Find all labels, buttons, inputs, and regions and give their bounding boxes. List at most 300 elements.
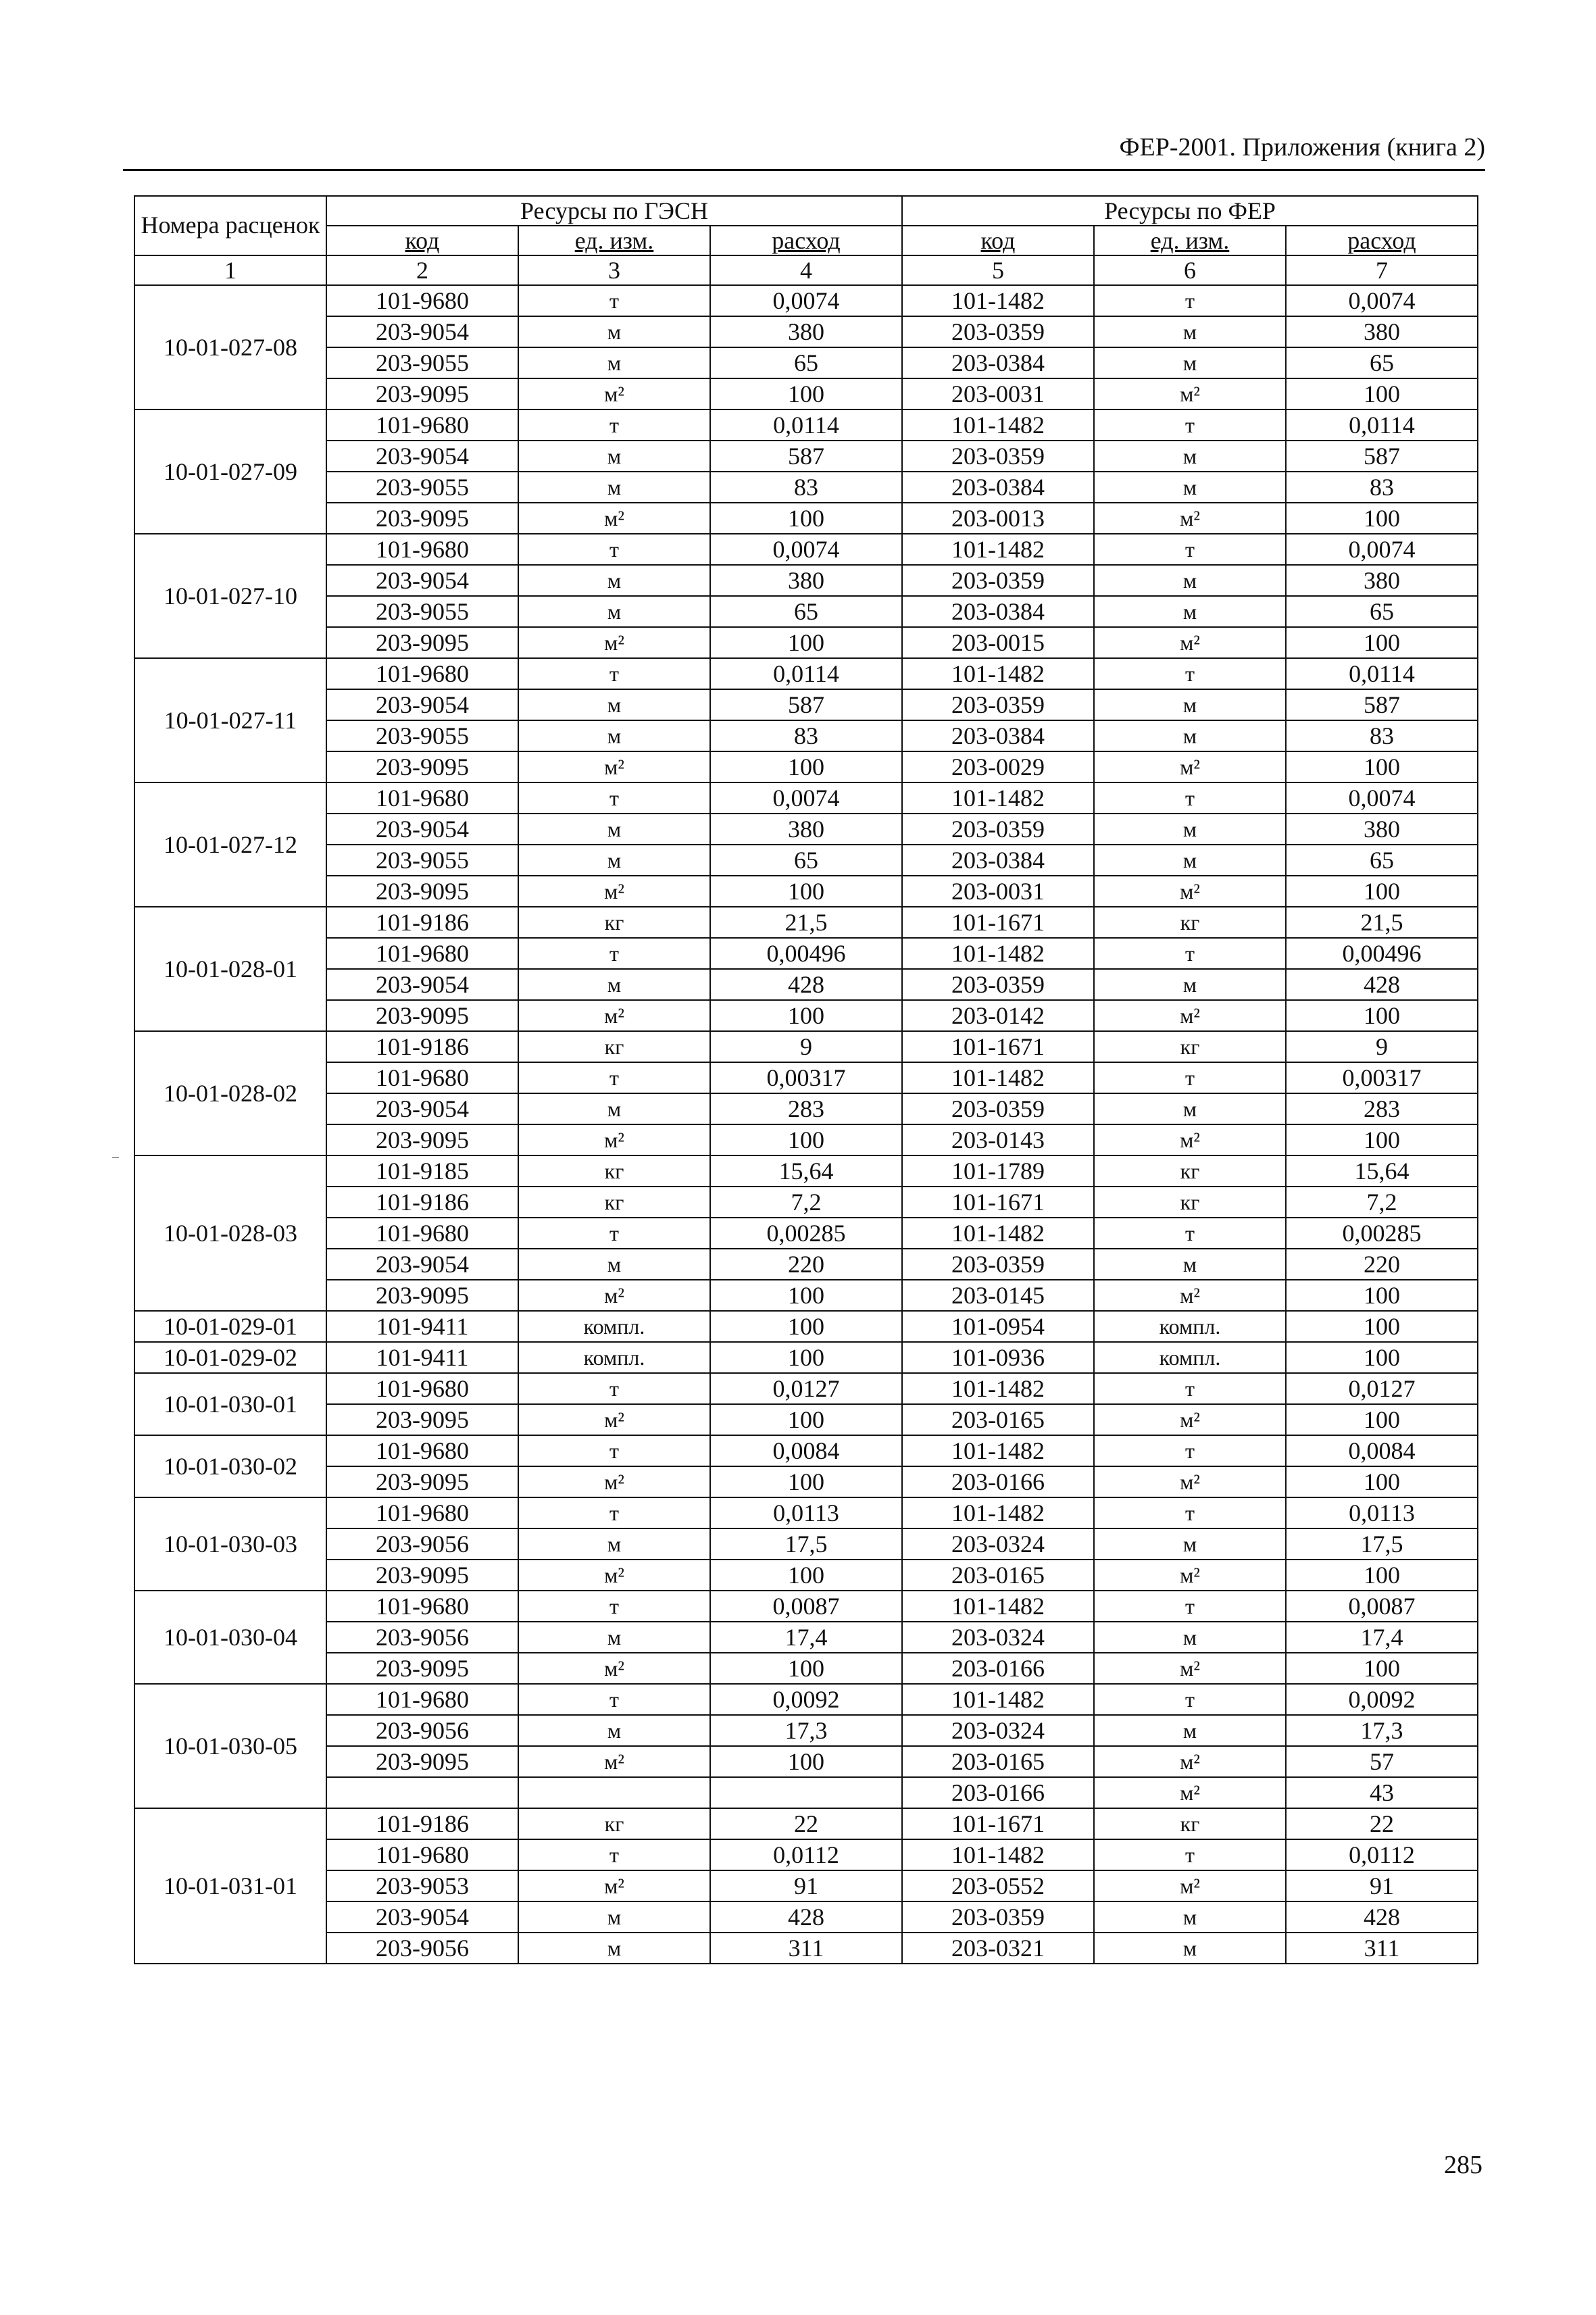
fer-consumption-cell: 57 (1286, 1746, 1478, 1777)
fer-unit-cell: м (1094, 1622, 1286, 1653)
gesn-consumption-cell: 0,0074 (710, 285, 902, 316)
gesn-unit-cell: м (518, 596, 710, 627)
gesn-consumption-cell: 65 (710, 596, 902, 627)
gesn-unit-cell: м² (518, 1870, 710, 1901)
fer-code-cell: 203-0166 (902, 1466, 1094, 1497)
gesn-unit-cell: кг (518, 1187, 710, 1218)
fer-unit-cell: т (1094, 1684, 1286, 1715)
fer-code-cell: 203-0321 (902, 1933, 1094, 1964)
gesn-code-cell: 203-9054 (326, 316, 518, 347)
col-number: 7 (1286, 255, 1478, 285)
rate-number-cell: 10-01-027-12 (134, 782, 326, 907)
gesn-consumption-cell: 0,0074 (710, 782, 902, 814)
gesn-code-cell: 203-9095 (326, 503, 518, 534)
fer-unit-cell: м (1094, 565, 1286, 596)
fer-consumption-cell: 0,0127 (1286, 1373, 1478, 1404)
gesn-code-cell: 203-9056 (326, 1715, 518, 1746)
gesn-code-cell: 101-9680 (326, 938, 518, 969)
gesn-unit-cell: м² (518, 1280, 710, 1311)
table-row (134, 969, 1478, 1000)
fer-unit-cell: м (1094, 1528, 1286, 1560)
fer-consumption-cell: 0,0074 (1286, 285, 1478, 316)
gesn-consumption-cell: 100 (710, 503, 902, 534)
gesn-unit-cell: т (518, 1591, 710, 1622)
gesn-unit-cell: м (518, 1528, 710, 1560)
fer-unit-cell: м² (1094, 1280, 1286, 1311)
fer-unit-cell: м² (1094, 1560, 1286, 1591)
gesn-consumption-cell: 100 (710, 1746, 902, 1777)
gesn-consumption-cell: 100 (710, 1280, 902, 1311)
gesn-code-cell: 101-9680 (326, 534, 518, 565)
fer-consumption-cell: 91 (1286, 1870, 1478, 1901)
gesn-unit-cell: м² (518, 1000, 710, 1031)
gesn-unit-cell: м (518, 441, 710, 472)
fer-consumption-cell: 0,0074 (1286, 534, 1478, 565)
gesn-consumption-cell: 587 (710, 689, 902, 720)
fer-consumption-cell: 100 (1286, 1342, 1478, 1373)
gesn-consumption-cell: 100 (710, 378, 902, 409)
gesn-consumption-cell: 380 (710, 565, 902, 596)
gesn-code-cell: 203-9095 (326, 1000, 518, 1031)
gesn-consumption-cell: 100 (710, 1311, 902, 1342)
fer-code-cell: 203-0165 (902, 1560, 1094, 1591)
gesn-unit-cell: м² (518, 1404, 710, 1435)
fer-consumption-cell: 100 (1286, 503, 1478, 534)
table-row (134, 1311, 1478, 1342)
gesn-unit-cell: т (518, 1497, 710, 1528)
rate-number-cell: 10-01-028-02 (134, 1031, 326, 1155)
sub-header-fer-code: код (902, 226, 1094, 255)
table-row (134, 1373, 1478, 1404)
fer-code-cell: 101-1482 (902, 1839, 1094, 1870)
fer-code-cell: 203-0324 (902, 1528, 1094, 1560)
sub-header-gesn-unit: ед. изм. (518, 226, 710, 255)
col-header-rate-numbers (134, 196, 326, 255)
fer-code-cell: 203-0165 (902, 1746, 1094, 1777)
gesn-unit-cell: т (518, 1373, 710, 1404)
fer-code-cell: 203-0166 (902, 1653, 1094, 1684)
table-row (134, 1746, 1478, 1777)
scan-mark (112, 1157, 119, 1158)
table-row (134, 814, 1478, 845)
gesn-unit-cell (518, 1777, 710, 1808)
gesn-consumption-cell: 220 (710, 1249, 902, 1280)
fer-unit-cell: т (1094, 1839, 1286, 1870)
fer-unit-cell: м² (1094, 627, 1286, 658)
fer-unit-cell: м (1094, 969, 1286, 1000)
gesn-unit-cell: т (518, 534, 710, 565)
fer-unit-cell: м (1094, 1901, 1286, 1933)
fer-consumption-cell: 9 (1286, 1031, 1478, 1062)
group-header-gesn: Ресурсы по ГЭСН (326, 196, 902, 226)
fer-code-cell: 101-1671 (902, 1187, 1094, 1218)
gesn-unit-cell: м² (518, 1466, 710, 1497)
gesn-consumption-cell: 311 (710, 1933, 902, 1964)
gesn-unit-cell: т (518, 1684, 710, 1715)
gesn-consumption-cell: 100 (710, 876, 902, 907)
fer-unit-cell: м² (1094, 876, 1286, 907)
table-row (134, 1653, 1478, 1684)
gesn-code-cell: 203-9095 (326, 1280, 518, 1311)
table-row (134, 689, 1478, 720)
gesn-consumption-cell: 65 (710, 845, 902, 876)
fer-unit-cell: т (1094, 1497, 1286, 1528)
table-row (134, 907, 1478, 938)
fer-unit-cell: т (1094, 534, 1286, 565)
gesn-unit-cell: м (518, 1249, 710, 1280)
gesn-unit-cell: т (518, 658, 710, 689)
fer-code-cell: 101-1482 (902, 1218, 1094, 1249)
table-row (134, 1031, 1478, 1062)
col-number: 6 (1094, 255, 1286, 285)
table-row (134, 1342, 1478, 1373)
fer-unit-cell: т (1094, 409, 1286, 441)
gesn-consumption-cell: 0,0114 (710, 658, 902, 689)
rate-number-cell: 10-01-029-02 (134, 1342, 326, 1373)
table-row (134, 1093, 1478, 1124)
fer-code-cell: 101-1789 (902, 1155, 1094, 1187)
table-row (134, 1249, 1478, 1280)
gesn-code-cell: 203-9095 (326, 1653, 518, 1684)
table-row (134, 1497, 1478, 1528)
gesn-code-cell: 203-9054 (326, 565, 518, 596)
fer-unit-cell: м² (1094, 1746, 1286, 1777)
table-row (134, 1187, 1478, 1218)
fer-consumption-cell: 17,5 (1286, 1528, 1478, 1560)
fer-code-cell: 203-0031 (902, 378, 1094, 409)
gesn-unit-cell: т (518, 1839, 710, 1870)
gesn-unit-cell: компл. (518, 1311, 710, 1342)
fer-consumption-cell: 100 (1286, 751, 1478, 782)
fer-code-cell: 203-0143 (902, 1124, 1094, 1155)
fer-unit-cell: м² (1094, 1466, 1286, 1497)
table-row (134, 472, 1478, 503)
gesn-unit-cell: м (518, 689, 710, 720)
fer-code-cell: 101-1482 (902, 1684, 1094, 1715)
gesn-code-cell: 101-9680 (326, 1218, 518, 1249)
table-row (134, 1933, 1478, 1964)
rate-number-cell: 10-01-027-08 (134, 285, 326, 409)
gesn-code-cell: 101-9680 (326, 1373, 518, 1404)
gesn-consumption-cell: 0,0113 (710, 1497, 902, 1528)
gesn-consumption-cell: 0,0114 (710, 409, 902, 441)
table-row (134, 1591, 1478, 1622)
gesn-code-cell: 101-9680 (326, 658, 518, 689)
fer-unit-cell: м (1094, 1093, 1286, 1124)
gesn-code-cell: 203-9095 (326, 1560, 518, 1591)
table-row (134, 876, 1478, 907)
gesn-unit-cell: м (518, 845, 710, 876)
fer-code-cell: 101-1482 (902, 782, 1094, 814)
fer-code-cell: 101-0954 (902, 1311, 1094, 1342)
gesn-code-cell: 101-9680 (326, 1062, 518, 1093)
gesn-code-cell: 203-9055 (326, 845, 518, 876)
gesn-consumption-cell: 380 (710, 814, 902, 845)
fer-code-cell: 203-0166 (902, 1777, 1094, 1808)
fer-code-cell: 203-0013 (902, 503, 1094, 534)
fer-unit-cell: м (1094, 347, 1286, 378)
gesn-code-cell: 203-9095 (326, 1746, 518, 1777)
gesn-consumption-cell: 91 (710, 1870, 902, 1901)
gesn-consumption-cell: 0,0112 (710, 1839, 902, 1870)
fer-code-cell: 203-0359 (902, 441, 1094, 472)
gesn-code-cell: 203-9054 (326, 1249, 518, 1280)
fer-unit-cell: кг (1094, 1155, 1286, 1187)
fer-unit-cell: м (1094, 845, 1286, 876)
gesn-unit-cell: кг (518, 1031, 710, 1062)
gesn-unit-cell: м² (518, 378, 710, 409)
table-row (134, 347, 1478, 378)
fer-code-cell: 101-1482 (902, 1591, 1094, 1622)
fer-unit-cell: м (1094, 1249, 1286, 1280)
table-row (134, 1155, 1478, 1187)
gesn-consumption-cell: 0,0084 (710, 1435, 902, 1466)
fer-code-cell: 203-0359 (902, 689, 1094, 720)
gesn-consumption-cell: 0,0127 (710, 1373, 902, 1404)
table-row (134, 1560, 1478, 1591)
gesn-code-cell: 203-9095 (326, 1124, 518, 1155)
table-row (134, 378, 1478, 409)
gesn-unit-cell: т (518, 1435, 710, 1466)
gesn-unit-cell: кг (518, 1155, 710, 1187)
gesn-unit-cell: компл. (518, 1342, 710, 1373)
fer-code-cell: 203-0324 (902, 1622, 1094, 1653)
table-row (134, 1715, 1478, 1746)
fer-consumption-cell: 43 (1286, 1777, 1478, 1808)
gesn-unit-cell: м² (518, 1653, 710, 1684)
gesn-code-cell: 203-9054 (326, 689, 518, 720)
page-header-title: ФЕР-2001. Приложения (книга 2) (1119, 133, 1485, 161)
gesn-unit-cell: т (518, 782, 710, 814)
table-row (134, 1218, 1478, 1249)
table-row (134, 565, 1478, 596)
gesn-consumption-cell: 100 (710, 1404, 902, 1435)
fer-unit-cell: кг (1094, 1808, 1286, 1839)
fer-unit-cell: м (1094, 1933, 1286, 1964)
gesn-code-cell: 203-9056 (326, 1622, 518, 1653)
gesn-code-cell: 101-9680 (326, 285, 518, 316)
fer-code-cell: 101-1482 (902, 1062, 1094, 1093)
gesn-unit-cell: м² (518, 751, 710, 782)
gesn-code-cell: 203-9056 (326, 1933, 518, 1964)
fer-unit-cell: м (1094, 596, 1286, 627)
fer-unit-cell: кг (1094, 1031, 1286, 1062)
gesn-consumption-cell: 83 (710, 472, 902, 503)
fer-consumption-cell: 83 (1286, 720, 1478, 751)
fer-consumption-cell: 380 (1286, 316, 1478, 347)
table-row (134, 1435, 1478, 1466)
gesn-consumption-cell: 0,00285 (710, 1218, 902, 1249)
table-row (134, 409, 1478, 441)
fer-consumption-cell: 587 (1286, 441, 1478, 472)
fer-consumption-cell: 220 (1286, 1249, 1478, 1280)
fer-consumption-cell: 65 (1286, 347, 1478, 378)
fer-unit-cell: м² (1094, 1777, 1286, 1808)
fer-unit-cell: м² (1094, 751, 1286, 782)
table-row (134, 1528, 1478, 1560)
table-row (134, 1622, 1478, 1653)
gesn-unit-cell: м (518, 814, 710, 845)
fer-code-cell: 101-1482 (902, 534, 1094, 565)
fer-unit-cell: м (1094, 472, 1286, 503)
gesn-code-cell: 203-9054 (326, 969, 518, 1000)
fer-code-cell: 101-1482 (902, 938, 1094, 969)
gesn-unit-cell: м² (518, 627, 710, 658)
fer-code-cell: 203-0145 (902, 1280, 1094, 1311)
fer-unit-cell: м (1094, 814, 1286, 845)
fer-consumption-cell: 17,3 (1286, 1715, 1478, 1746)
fer-consumption-cell: 100 (1286, 1404, 1478, 1435)
fer-consumption-cell: 0,0114 (1286, 409, 1478, 441)
gesn-code-cell: 203-9095 (326, 1466, 518, 1497)
gesn-consumption-cell: 83 (710, 720, 902, 751)
fer-code-cell: 203-0029 (902, 751, 1094, 782)
gesn-unit-cell: м² (518, 876, 710, 907)
table-row (134, 1124, 1478, 1155)
fer-code-cell: 203-0384 (902, 845, 1094, 876)
resources-table (134, 195, 1478, 1964)
fer-code-cell: 203-0359 (902, 969, 1094, 1000)
fer-consumption-cell: 21,5 (1286, 907, 1478, 938)
header-divider (123, 169, 1485, 171)
gesn-unit-cell: м² (518, 1124, 710, 1155)
gesn-code-cell: 203-9055 (326, 347, 518, 378)
fer-consumption-cell: 100 (1286, 1280, 1478, 1311)
gesn-unit-cell: кг (518, 907, 710, 938)
gesn-unit-cell: кг (518, 1808, 710, 1839)
rate-number-cell: 10-01-028-03 (134, 1155, 326, 1311)
gesn-consumption-cell: 100 (710, 627, 902, 658)
gesn-consumption-cell: 22 (710, 1808, 902, 1839)
fer-consumption-cell: 15,64 (1286, 1155, 1478, 1187)
fer-unit-cell: м² (1094, 1000, 1286, 1031)
fer-consumption-cell: 283 (1286, 1093, 1478, 1124)
fer-unit-cell: компл. (1094, 1342, 1286, 1373)
gesn-code-cell: 101-9680 (326, 1435, 518, 1466)
gesn-code-cell: 101-9680 (326, 1839, 518, 1870)
fer-code-cell: 101-0936 (902, 1342, 1094, 1373)
table-row (134, 316, 1478, 347)
gesn-code-cell: 101-9680 (326, 409, 518, 441)
fer-consumption-cell: 587 (1286, 689, 1478, 720)
fer-consumption-cell: 0,0113 (1286, 1497, 1478, 1528)
fer-code-cell: 101-1482 (902, 409, 1094, 441)
fer-code-cell: 203-0165 (902, 1404, 1094, 1435)
fer-unit-cell: м² (1094, 1653, 1286, 1684)
fer-code-cell: 101-1671 (902, 1808, 1094, 1839)
fer-code-cell: 101-1671 (902, 907, 1094, 938)
gesn-consumption-cell: 0,00496 (710, 938, 902, 969)
rate-number-cell: 10-01-027-11 (134, 658, 326, 782)
fer-consumption-cell: 65 (1286, 845, 1478, 876)
fer-consumption-cell: 100 (1286, 876, 1478, 907)
table-row (134, 1000, 1478, 1031)
gesn-code-cell: 101-9186 (326, 1031, 518, 1062)
table-row (134, 845, 1478, 876)
rate-number-cell: 10-01-027-10 (134, 534, 326, 658)
gesn-consumption-cell: 17,4 (710, 1622, 902, 1653)
fer-code-cell: 203-0359 (902, 565, 1094, 596)
sub-header-fer-unit: ед. изм. (1094, 226, 1286, 255)
gesn-consumption-cell: 100 (710, 1342, 902, 1373)
fer-code-cell: 101-1482 (902, 285, 1094, 316)
gesn-code-cell: 203-9053 (326, 1870, 518, 1901)
gesn-code-cell: 203-9056 (326, 1528, 518, 1560)
gesn-consumption-cell: 587 (710, 441, 902, 472)
fer-unit-cell: м² (1094, 378, 1286, 409)
fer-consumption-cell: 0,00285 (1286, 1218, 1478, 1249)
table-row (134, 627, 1478, 658)
gesn-unit-cell: м (518, 720, 710, 751)
fer-unit-cell: т (1094, 658, 1286, 689)
fer-unit-cell: м² (1094, 503, 1286, 534)
fer-unit-cell: м (1094, 441, 1286, 472)
group-header-fer: Ресурсы по ФЕР (902, 196, 1478, 226)
col-number: 3 (518, 255, 710, 285)
rate-number-cell: 10-01-030-01 (134, 1373, 326, 1435)
gesn-unit-cell: м (518, 565, 710, 596)
table-row (134, 720, 1478, 751)
gesn-consumption-cell: 15,64 (710, 1155, 902, 1187)
fer-consumption-cell: 428 (1286, 969, 1478, 1000)
gesn-consumption-cell: 0,0087 (710, 1591, 902, 1622)
gesn-consumption-cell: 0,0092 (710, 1684, 902, 1715)
gesn-unit-cell: м (518, 1933, 710, 1964)
table-row (134, 1777, 1478, 1808)
gesn-consumption-cell: 428 (710, 969, 902, 1000)
fer-unit-cell: компл. (1094, 1311, 1286, 1342)
table-row (134, 1870, 1478, 1901)
gesn-code-cell: 101-9186 (326, 907, 518, 938)
gesn-code-cell: 203-9095 (326, 876, 518, 907)
fer-code-cell: 101-1482 (902, 658, 1094, 689)
fer-consumption-cell: 0,00496 (1286, 938, 1478, 969)
rate-number-cell: 10-01-030-04 (134, 1591, 326, 1684)
gesn-unit-cell: м (518, 1715, 710, 1746)
gesn-consumption-cell: 65 (710, 347, 902, 378)
gesn-consumption-cell: 100 (710, 1560, 902, 1591)
gesn-consumption-cell: 428 (710, 1901, 902, 1933)
gesn-consumption-cell: 0,00317 (710, 1062, 902, 1093)
fer-code-cell: 203-0359 (902, 1901, 1094, 1933)
table-row (134, 1808, 1478, 1839)
table-row (134, 782, 1478, 814)
fer-consumption-cell: 7,2 (1286, 1187, 1478, 1218)
gesn-consumption-cell (710, 1777, 902, 1808)
fer-consumption-cell: 65 (1286, 596, 1478, 627)
fer-consumption-cell: 100 (1286, 1560, 1478, 1591)
gesn-code-cell: 101-9186 (326, 1808, 518, 1839)
fer-consumption-cell: 17,4 (1286, 1622, 1478, 1653)
table-row (134, 1280, 1478, 1311)
fer-consumption-cell: 100 (1286, 1466, 1478, 1497)
gesn-unit-cell: т (518, 1062, 710, 1093)
gesn-unit-cell: т (518, 285, 710, 316)
fer-consumption-cell: 100 (1286, 1311, 1478, 1342)
fer-unit-cell: м (1094, 720, 1286, 751)
fer-consumption-cell: 100 (1286, 1124, 1478, 1155)
table-row (134, 938, 1478, 969)
fer-consumption-cell: 0,00317 (1286, 1062, 1478, 1093)
gesn-code-cell: 203-9054 (326, 1901, 518, 1933)
table-row (134, 285, 1478, 316)
gesn-consumption-cell: 100 (710, 1000, 902, 1031)
gesn-consumption-cell: 100 (710, 1466, 902, 1497)
gesn-consumption-cell: 100 (710, 751, 902, 782)
fer-code-cell: 101-1671 (902, 1031, 1094, 1062)
gesn-unit-cell: м² (518, 503, 710, 534)
fer-unit-cell: т (1094, 1062, 1286, 1093)
